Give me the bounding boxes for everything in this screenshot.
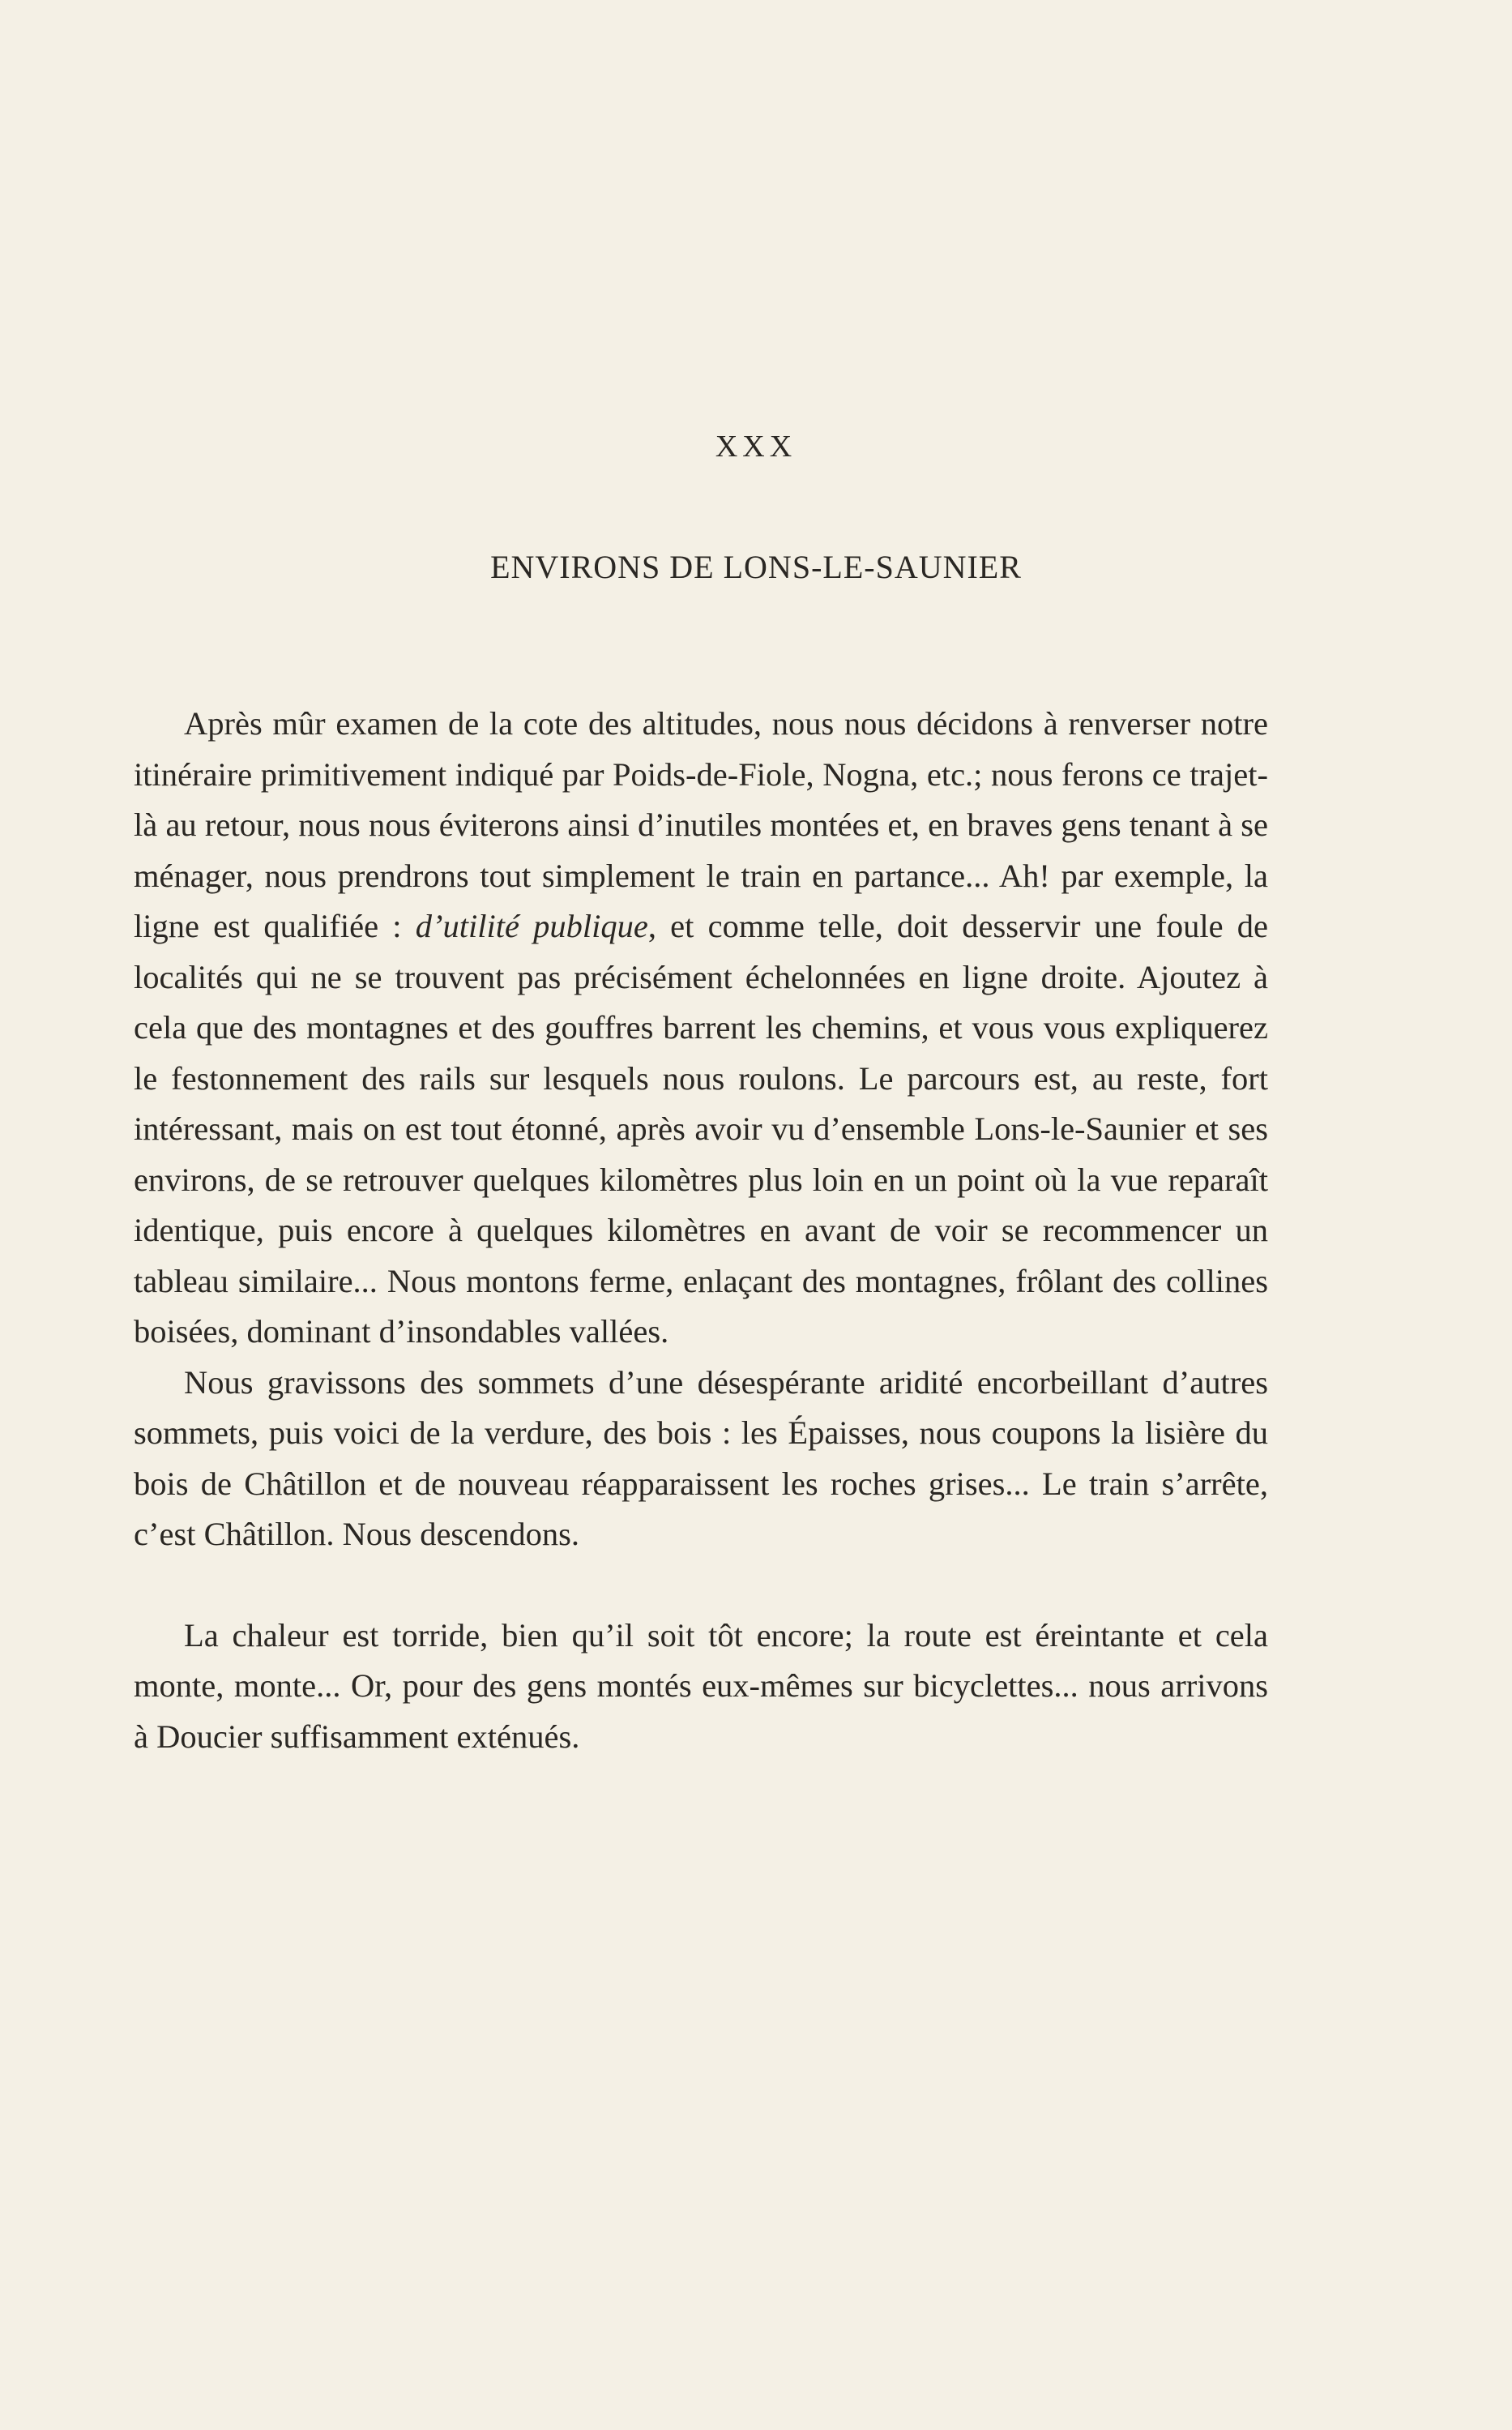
paragraph-3: La chaleur est torride, bien qu’il soit tôt encore; la route est éreintante et cela monte, monte... Or, pour des gens montés eux-mêmes sur bicyclettes... nous arrivons à Doucier suffisamment exténués. bbox=[134, 1616, 1268, 1755]
paragraph-2: Nous gravissons des sommets d’une désespérante aridité encorbeillant d’autres sommets, puis voici de la verdure, des bois : les Épaisses, nous coupons la lisière du bois de Châtillon et de nouveau réapparaissent les roches grises... Le train s’arrête, c’est Châtillon. Nous descendons. bbox=[134, 1363, 1268, 1552]
chapter-title: ENVIRONS DE LONS-LE-SAUNIER bbox=[490, 549, 1022, 585]
paragraph-1 bbox=[134, 699, 1268, 1358]
paragraph-1-text-end: , et comme telle, doit desservir une foule de localités qui ne se trouvent pas précisément échelonnées en ligne droite. Ajoutez à cela que des montagnes et des gouffres barrent les chemins, et vous vous expliquerez le festonnement des rails sur lesquels nous roulons. Le parcours est, au reste, fort intéressant, mais on est tout étonné, après avoir vu d’ensemble Lons-le-Saunier et ses environs, de se retrouver quelques kilomètres plus loin en un point où la vue reparaît identique, puis encore à quelques kilomètres en avant de voir se recommencer un tableau similaire... Nous montons ferme, enlaçant des montagnes, frôlant des collines boisées, dominant d’insondables vallées. bbox=[134, 908, 1268, 1350]
chapter-number: XXX bbox=[715, 430, 797, 464]
paragraph-1-italic-phrase: d’utilité publique bbox=[415, 908, 648, 944]
chapter-body bbox=[134, 699, 1268, 1762]
paragraph-1-text-start: Après mûr examen de la cote des altitudes, nous nous décidons à renverser notre itinéraire primitivement indiqué par Poids-de-Fiole, Nogna, etc.; nous ferons ce trajet-là au retour, nous nous éviterons ainsi d’inutiles montées et, en braves gens tenant à se ménager, nous prendrons tout simplement le train en partance... Ah! par exemple, la ligne est qualifiée : bbox=[134, 705, 1268, 944]
